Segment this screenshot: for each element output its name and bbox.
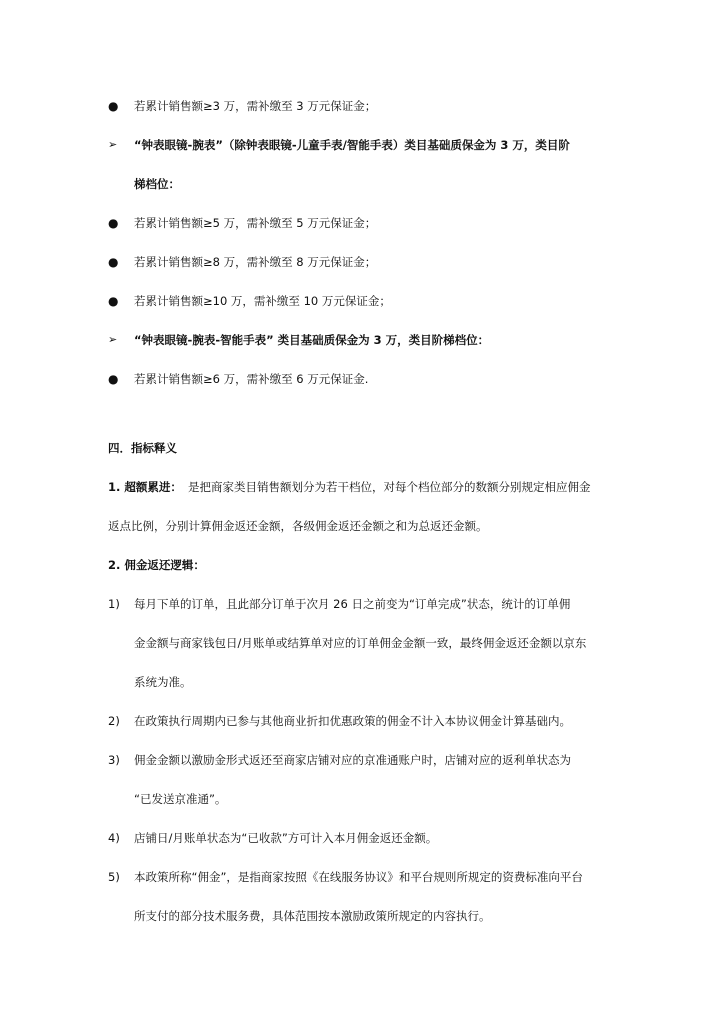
list-item: 若累计销售额≥8 万，需补缴至 8 万元保证金；: [134, 255, 377, 269]
paragraph-label: 1. 超额累进：: [108, 480, 182, 494]
list-item-text: 在政策执行周期内已参与其他商业折扣优惠政策的佣金不计入本协议佣金计算基础内。: [134, 714, 571, 728]
list-item-text: 本政策所称“佣金”，是指商家按照《在线服务协议》和平台规则所规定的资费标准向平台: [134, 870, 583, 884]
list-item-text: 所支付的部分技术服务费，具体范围按本激励政策所规定的内容执行。: [134, 909, 491, 923]
paragraph-label: 2. 佣金返还逻辑：: [108, 558, 205, 572]
bullet-icon: ●: [108, 216, 119, 230]
section-title: 四．指标释义: [108, 441, 177, 455]
list-item: 若累计销售额≥5 万，需补缴至 5 万元保证金；: [134, 216, 377, 230]
arrow-bullet-icon: ➢: [108, 333, 118, 346]
list-number: 4): [108, 831, 120, 845]
list-item-text: 每月下单的订单，且此部分订单于次月 26 日之前变为“订单完成”状态，统计的订单佣: [134, 597, 571, 611]
paragraph-text: 是把商家类目销售额划分为若干档位，对每个档位部分的数额分别规定相应佣金: [188, 480, 591, 494]
list-number: 2): [108, 714, 120, 728]
list-item: 若累计销售额≥6 万，需补缴至 6 万元保证金.: [134, 372, 369, 386]
list-item-text: “已发送京准通”。: [134, 792, 227, 806]
list-item-text: 佣金金额以激励金形式返还至商家店铺对应的京准通账户时，店铺对应的返利单状态为: [134, 753, 571, 767]
bullet-icon: ●: [108, 99, 119, 113]
list-item: 若累计销售额≥10 万，需补缴至 10 万元保证金；: [134, 294, 391, 308]
bullet-icon: ●: [108, 372, 119, 386]
list-item-text: 金金额与商家钱包日/月账单或结算单对应的订单佣金金额一致，最终佣金返还金额以京东: [134, 636, 587, 650]
list-number: 1): [108, 597, 120, 611]
list-item-text: 系统为准。: [134, 675, 192, 689]
list-number: 5): [108, 870, 120, 884]
paragraph-text: 返点比例，分别计算佣金返还金额，各级佣金返还金额之和为总返还金额。: [108, 519, 488, 533]
list-item: 若累计销售额≥3 万，需补缴至 3 万元保证金；: [134, 99, 377, 113]
section-heading-smart-watch: “钟表眼镜-腕表-智能手表” 类目基础质保金为 3 万，类目阶梯档位：: [134, 333, 490, 347]
bullet-icon: ●: [108, 255, 119, 269]
list-number: 3): [108, 753, 120, 767]
bullet-icon: ●: [108, 294, 119, 308]
arrow-bullet-icon: ➢: [108, 138, 118, 151]
section-heading-watch: “钟表眼镜-腕表”（除钟表眼镜-儿童手表/智能手表）类目基础质保金为 3 万，类目阶: [134, 138, 570, 152]
list-item-text: 店铺日/月账单状态为“已收款”方可计入本月佣金返还金额。: [134, 831, 438, 845]
section-heading-watch-cont: 梯档位：: [134, 177, 180, 191]
